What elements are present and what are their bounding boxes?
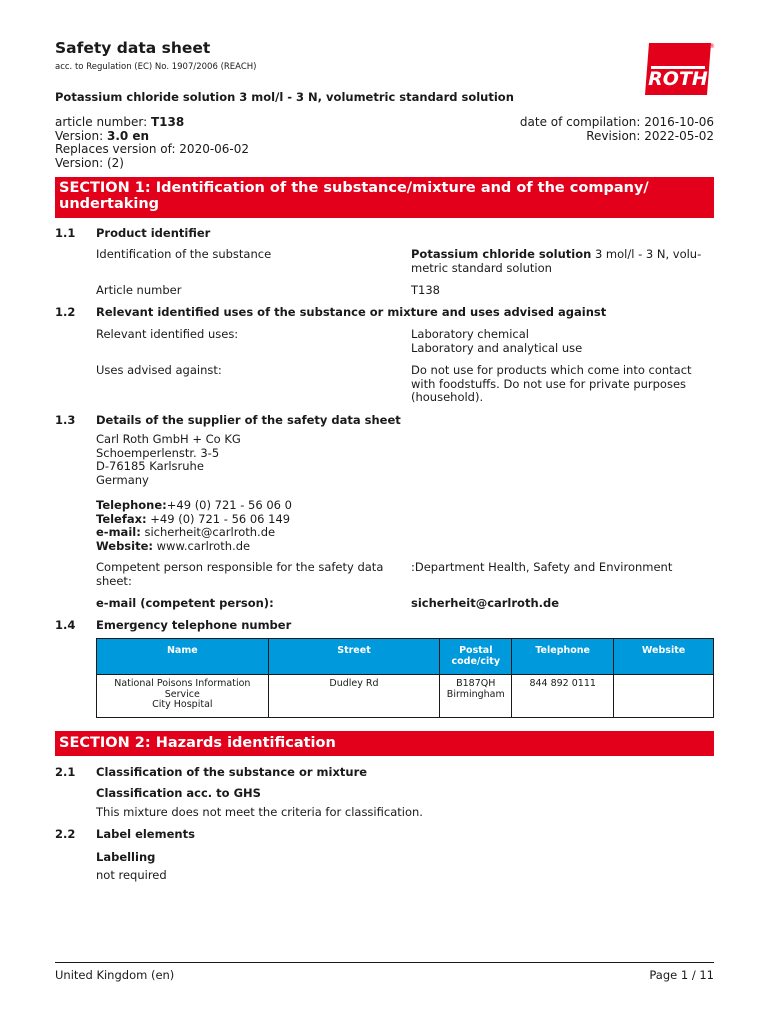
- cell-name-line-3: City Hospital: [152, 699, 213, 710]
- s1-1-heading: Product identifier: [96, 226, 211, 240]
- s2-2-heading: Label elements: [96, 827, 195, 841]
- s2-1-heading: Classification of the substance or mixture: [96, 765, 368, 779]
- column-header-website: Website: [614, 639, 714, 675]
- column-header-telephone: Telephone: [512, 639, 614, 675]
- s1-4-number: 1.4: [55, 618, 76, 632]
- compilation-date: date of compilation: 2016-10-06: [519, 115, 714, 129]
- telefax-label: Telefax:: [96, 511, 147, 526]
- version-value: 3.0 en: [106, 128, 150, 143]
- roth-logo: [641, 40, 715, 98]
- s1-2-number: 1.2: [55, 305, 76, 319]
- competent-line-2: sheet:: [96, 573, 132, 588]
- s1-3-number: 1.3: [55, 413, 76, 427]
- table-row: [97, 675, 714, 718]
- column-header-postal: Postal code/city: [440, 639, 512, 675]
- previous-version: Version: (2): [55, 155, 124, 170]
- footer-page-number: Page 1 / 11: [649, 968, 714, 982]
- uses-value: [411, 328, 715, 355]
- s2-1-number: 2.1: [55, 765, 76, 779]
- s2-2-number: 2.2: [55, 827, 76, 841]
- cell-website: [614, 675, 714, 718]
- column-header-name: Name: [97, 639, 269, 675]
- cell-name: [97, 675, 269, 718]
- cell-name-line-2: Service: [164, 688, 200, 700]
- website-link[interactable]: www.carlroth.de: [153, 538, 251, 553]
- cell-street: Dudley Rd: [268, 675, 440, 718]
- uses-against-label: Uses advised against:: [96, 363, 222, 377]
- article-label: article number:: [55, 115, 151, 129]
- meta-left: [55, 116, 249, 170]
- s1-3-heading: Details of the supplier of the safety data sheet: [96, 413, 401, 427]
- substance-name: Potassium chloride solution: [411, 247, 592, 261]
- competent-email-value[interactable]: sicherheit@carlroth.de: [411, 596, 560, 610]
- identification-value: [411, 248, 715, 275]
- address-line-3: D-76185 Karlsruhe: [96, 459, 204, 473]
- s2-2-subheading: Labelling: [96, 850, 156, 864]
- email-label: e-mail:: [96, 525, 141, 539]
- s1-2-heading: Relevant identified uses of the substance or mixture and uses advised against: [96, 305, 607, 319]
- use-2: Laboratory and analytical use: [411, 340, 583, 355]
- cell-city: Birmingham: [446, 688, 505, 700]
- address-line-4: Germany: [96, 472, 149, 487]
- telefax-value: +49 (0) 721 - 56 06 149: [146, 511, 291, 526]
- against-line-3: (household).: [411, 390, 484, 404]
- section-2-header: SECTION 2: Hazards identification: [55, 731, 714, 756]
- version-label: Version:: [55, 128, 107, 143]
- emergency-table: [96, 638, 714, 718]
- s2-2-text: not required: [96, 868, 167, 882]
- cell-postal: [440, 675, 512, 718]
- cell-telephone: 844 892 0111: [512, 675, 614, 718]
- telephone-label: Telephone:: [96, 498, 167, 512]
- competent-person-value: :Department Health, Safety and Environment: [411, 560, 673, 574]
- website-label: Website:: [96, 538, 153, 553]
- s1-4-heading: Emergency telephone number: [96, 618, 292, 632]
- address-line-1: Carl Roth GmbH + Co KG: [96, 432, 241, 446]
- uses-label: Relevant identified uses:: [96, 327, 239, 341]
- revision-date: Revision: 2022-05-02: [586, 128, 714, 143]
- competent-email-label: e-mail (competent person):: [96, 596, 274, 610]
- substance-line2: metric standard solution: [411, 260, 552, 275]
- section-1-header: SECTION 1: Identification of the substance/mixture and of the company/ undertaking: [55, 177, 714, 218]
- supplier-contacts: [96, 499, 292, 553]
- article-number-label: Article number: [96, 283, 182, 297]
- table-header-row: [97, 639, 714, 675]
- article-value: T138: [150, 115, 185, 129]
- s2-1-text: This mixture does not meet the criteria for classification.: [96, 805, 423, 819]
- competent-person-label: [96, 561, 383, 588]
- footer-divider: [55, 962, 714, 963]
- replaces-version: Replaces version of: 2020-06-02: [55, 142, 250, 156]
- address-line-2: Schoemperlenstr. 3-5: [96, 445, 220, 460]
- s2-1-subheading: Classification acc. to GHS: [96, 786, 261, 800]
- footer-locale: United Kingdom (en): [55, 968, 175, 982]
- document-title: Safety data sheet: [55, 39, 211, 57]
- document-subtitle: acc. to Regulation (EC) No. 1907/2006 (REACH): [55, 62, 257, 72]
- telephone-value: +49 (0) 721 - 56 06 0: [166, 498, 292, 512]
- article-number-value: T138: [411, 283, 440, 297]
- supplier-address: [96, 433, 241, 487]
- s1-1-number: 1.1: [55, 226, 76, 240]
- substance-rest: 3 mol/l - 3 N, volu-: [591, 247, 702, 261]
- against-line-2: with foodstuffs. Do not use for private purposes: [411, 376, 687, 391]
- identification-label: Identification of the substance: [96, 247, 272, 261]
- competent-line-1: Competent person responsible for the safety data: [96, 560, 384, 574]
- logo-registered-mark: ®: [709, 43, 715, 50]
- column-header-street: Street: [268, 639, 440, 675]
- use-1: Laboratory chemical: [411, 327, 529, 341]
- cell-postal-code: B187QH: [456, 678, 496, 689]
- cell-name-line-1: National Poisons Information: [114, 678, 251, 689]
- product-name: Potassium chloride solution 3 mol/l - 3 N, volumetric standard solution: [55, 90, 514, 104]
- meta-right: [520, 116, 714, 143]
- email-link[interactable]: sicherheit@carlroth.de: [140, 525, 276, 539]
- uses-against-value: [411, 364, 715, 405]
- logo-wordmark: ROTH: [648, 68, 708, 90]
- against-line-1: Do not use for products which come into contact: [411, 363, 692, 377]
